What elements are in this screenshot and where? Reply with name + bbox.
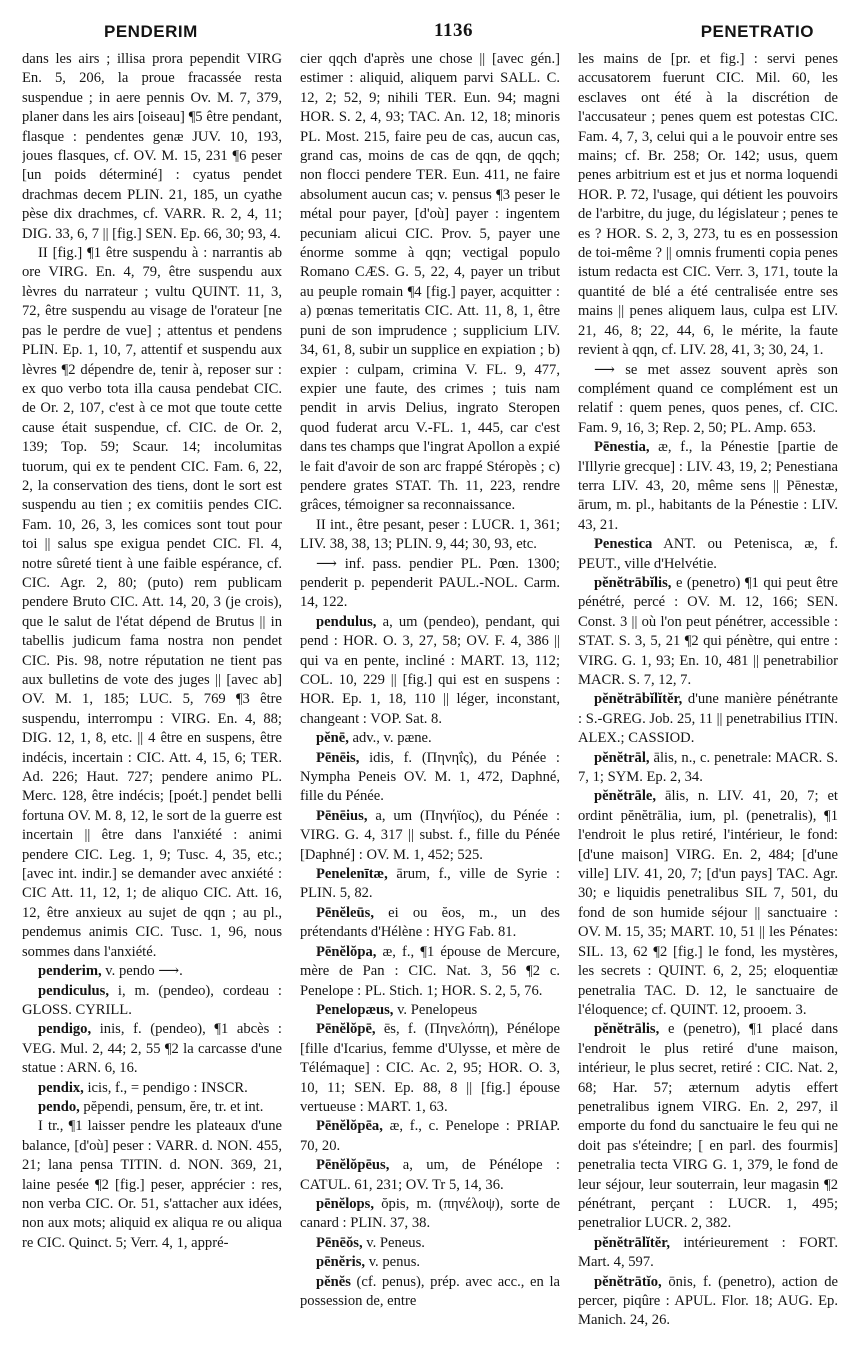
- dictionary-entry: [22, 1098, 282, 1117]
- dictionary-entry: [578, 1273, 838, 1331]
- dictionary-entry: [300, 1001, 560, 1020]
- definition-text: intérieurement : FORT. Mart. 4, 597.: [578, 1234, 838, 1271]
- definition-text: adv., v. pæne.: [348, 730, 432, 747]
- headword: Pēnestia,: [594, 439, 650, 456]
- headword: pendo,: [38, 1098, 80, 1115]
- dictionary-entry: [300, 904, 560, 943]
- dictionary-entry: [578, 438, 838, 535]
- definition-text: a, um (Πηνήϊος), du Pénée : VIRG. G. 4, 317 || subst. f., fille du Pénée [Daphné] : OV. M. 1, 452; 525.: [300, 807, 560, 863]
- entry-text: [578, 50, 838, 361]
- definition-text: cier qqch d'après une chose || [avec gén.] estimer : aliquid, aliquem parvi SALL. C. 12, 2; 52, 9; nihili TER. Eun. 94; magni HOR. S. 2, 4, 93; TAC. An. 12, 18; minoris PL. Most. 215, faire peu de cas, aucun cas, grand cas, moins de cas de qqn, de qqch; non flocci pendere TER. Eun. 411, ne faire absolument aucun cas; v. pensus ¶3 peser le métal pour payer, [d'où] payer : ingentem pecuniam alicui CIC. Prov. 5, payer une énorme somme à qqn; vectigal populo Romano CÆS. G. 5, 22, 4, payer un tribut au peuple romain ¶4 [fig.] payer, acquitter : a) pœnas temeritatis CIC. Att. 11, 8, 1, être puni de son imprudence ; supplicium LIV. 34, 61, 8, subir un supplice en expiation ; b) expier : culpam, crimina V. FL. 9, 477, expier une faute, des crimes ; tuis nam pendit in arvis Delius, ingrato Steropen quod fuderat arcu V.-FL. 1, 445, car c'est dans tes champs que l'ingrat Apollon a expié le fait d'avoir de son arc frappé Stéropès ; c) pendere grates STAT. Th. 11, 223, rendre grâces, témoigner sa reconnaissance.: [300, 51, 560, 514]
- headword: Pēnĕlŏpēus,: [316, 1157, 390, 1174]
- entry-text: [22, 244, 282, 962]
- dictionary-entry: [578, 574, 838, 690]
- definition-text: æ, f., c. Penelope : PRIAP. 70, 20.: [300, 1118, 560, 1154]
- definition-text: pĕpendi, pensum, ĕre, tr. et int.: [79, 1098, 264, 1115]
- definition-text: ⟶ inf. pass. pendier PL. Pœn. 1300; penderit p. pependerit PAUL.-NOL. Carm. 14, 122.: [300, 555, 560, 611]
- definition-text: les mains de [pr. et fig.] : servi penes accusatorem fuerunt CIC. Mil. 60, les esclaves ont été à la discrétion de l'accusateur ; penes quem est potestas CIC. Fam. 4, 7, 3, celui qui a le pouvoir entre ses mains; cf. Br. 258; Or. 142; usus, quem penes arbitrium est et jus et norma loquendi HOR. P. 72, l'usage, qui détient les pouvoirs de l'arbitre, du juge, du législateur ; penes te es ? HOR. S. 2, 3, 273, tu es en possession de toi-même ? || omnis frumenti copia penes istum redacta est CIC. Verr. 3, 171, toute la quantité de blé a été centralisée entre ses mains || penes aliquem laus, culpa est LIV. 21, 46, 8; 22, 44, 6, le mérite, la faute revient à qqn, cf. LIV. 28, 41, 3; 30, 24, 1.: [578, 51, 838, 359]
- definition-text: d'une manière pénétrante : S.-GREG. Job. 25, 11 || penetrabilius ITIN. ALEX.; CASSIOD.: [578, 691, 838, 747]
- headword: Pēnĕlŏpēa,: [316, 1118, 383, 1135]
- definition-text: v. Peneus.: [362, 1234, 425, 1251]
- definition-text: ālis, n. LIV. 41, 20, 7; et ordint pĕnĕtrālia, ium, pl. (penetralis), ¶1 l'endroit le plus retiré, l'intérieur, le fond: [d'une maison] VIRG. En. 2, 484; [d'une ville] LIV. 41, 20, 7; [d'un pays] TAC. Agr. 30; e liquidis penetralibus SIL 7, 501, du fond de son humide séjour || sanctuaire : OV. M. 15, 35; MART. 10, 51 || les Pénates: SIL. 13, 62 ¶2 [fig.] le fond, les mystères, les secrets : QUINT. 6, 2, 25; eloquentiæ penetralia TAC. D. 12, le sanctuaire de l'éloquence; cf. QUINT. 12, prooem. 3.: [578, 788, 838, 1018]
- text-columns: [22, 50, 838, 1340]
- definition-text: v. penus.: [365, 1254, 421, 1271]
- headword: pendiculus,: [38, 982, 109, 999]
- column-middle: [300, 50, 560, 1340]
- headword: pĕnĕtrālĭtĕr,: [594, 1234, 671, 1251]
- definition-text: ēs, f. (Πηνελόπη), Pénélope [fille d'Icarius, femme d'Ulysse, et mère de Télémaque] : CIC. Ac. 2, 95; HOR. O. 3, 10, 11; SEN. Ep. 88, 8 || [fig.] épouse vertueuse : MART. 1, 63.: [300, 1021, 560, 1115]
- definition-text: icis, f., = pendigo : INSCR.: [83, 1079, 248, 1096]
- definition-text: e (penetro), ¶1 placé dans l'endroit le plus retiré d'une maison, intérieur, le plus secret, retiré : CIC. Nat. 2, 68; Har. 57; æternum adytis effert penetralibus ignem VIRG. En. 2, 297, il emporte du fond du sanctuaire le feu qui ne doit pas s'éteindre; [ en parl. des fourmis] penetralia tecta VIRG G. 1, 379, le fond de leur séjour, leur souterrain, leur magasin ¶2 pénétrant, perçant : LUCR. 1, 495; penetralior LUCR. 2, 382.: [578, 1021, 838, 1232]
- page-number: 1136: [434, 20, 473, 41]
- headword: pĕnĕtrābĭlĭtĕr,: [594, 691, 683, 708]
- dictionary-entry: [300, 749, 560, 807]
- headword: penderim,: [38, 963, 102, 980]
- dictionary-entry: [22, 982, 282, 1021]
- definition-text: ōnis, f. (penetro), action de percer, piqûre : APUL. Flor. 18; AUG. Ep. Manich. 24, 26.: [578, 1273, 838, 1329]
- headword: pĕnĕs: [316, 1273, 351, 1290]
- definition-text: (cf. penus), prép. avec acc., en la possession de, entre: [300, 1273, 560, 1309]
- headword: pĕnĕtrālis,: [594, 1021, 660, 1038]
- headword: Penelopæus,: [316, 1001, 394, 1018]
- headword: pēnĕris,: [316, 1254, 366, 1271]
- column-right: [578, 50, 838, 1340]
- entry-text: [22, 50, 282, 244]
- headword: pendulus,: [316, 613, 377, 630]
- entry-text: [300, 516, 560, 555]
- definition-text: ŏpis, m. (πηνέλοψ), sorte de canard : PLIN. 37, 38.: [300, 1195, 560, 1232]
- dictionary-entry: [300, 1273, 560, 1312]
- dictionary-entry: [300, 1117, 560, 1156]
- headword: pĕnĕtrāl,: [594, 749, 650, 766]
- definition-text: ālis, n., c. penetrale: MACR. S. 7, 1; SYM. Ep. 2, 34.: [578, 749, 838, 786]
- dictionary-entry: [22, 962, 282, 981]
- dictionary-entry: [300, 1156, 560, 1195]
- dictionary-entry: [300, 943, 560, 1001]
- headword: Pēnēŏs,: [316, 1234, 363, 1251]
- definition-text: dans les airs ; illisa prora pependit VIRG En. 5, 206, la proue fracassée resta suspendue ; in aere pennis Ov. M. 7, 379, planer dans les airs [oiseau] ¶5 être pendant, flasque : pendentes genæ JUV. 10, 193, joues flasques, cf. OV. M. 15, 231 ¶6 peser [un poids déterminé] : cyatus pendet drachmas decem PLIN. 21, 185, un cyathe pèse dix drachmes, cf. VARR. R. 2, 4, 11; DIG. 33, 6, 7 || [fig.] SEN. Ep. 66, 30; 93, 4.: [22, 51, 282, 242]
- definition-text: e (penetro) ¶1 qui peut être pénétré, percé : OV. M. 12, 166; SEN. Const. 3 || où l'on peut pénétrer, accessible : STAT. S. 3, 5, 21 ¶2 qui pénètre, qui entre : VIRG. G. 1, 93; En. 10, 481 || penetrabilior MACR. S. 7, 12, 7.: [578, 574, 838, 688]
- headword: pendix,: [38, 1079, 84, 1096]
- headword: pĕnĕtrāle,: [594, 788, 657, 805]
- entry-text: [22, 1117, 282, 1253]
- definition-text: a, um (pendeo), pendant, qui pend : HOR. O. 3, 27, 58; OV. F. 4, 386 || qui va en pente, incliné : MART. 13, 112; COL. 10, 229 || [fig.] qui est en suspens : HOR. Ep. 1, 18, 110 || léger, inconstant, changeant : VOP. Sat. 8.: [300, 613, 560, 727]
- dictionary-entry: [300, 1234, 560, 1253]
- dictionary-entry: [578, 690, 838, 748]
- entry-text: [578, 361, 838, 439]
- definition-text: v. pendo ⟶.: [101, 963, 183, 980]
- definition-text: ⟶ se met assez souvent après son complément quand ce complément est un relatif : quem penes, quos penes, cf. CIC. Fam. 9, 16, 3; Rep. 2, 50; PL. Amp. 653.: [578, 361, 838, 436]
- definition-text: æ, f., la Pénestie [partie de l'Illyrie grecque] : LIV. 43, 19, 2; Penestiana terra LIV. 43, 20, même sens || Pēnestæ, ārum, m. pl., habitants de la Pénestie : LIV. 43, 21.: [578, 439, 838, 533]
- dictionary-entry: [300, 807, 560, 865]
- headword: pĕnĕtrābĭlis,: [594, 574, 672, 591]
- definition-text: II [fig.] ¶1 être suspendu à : narrantis ab ore VIRG. En. 4, 79, être suspendu aux lèvres du narrateur ; vultu QUINT. 11, 3, 72, être suspendu au visage de l'orateur [ne pas le perdre de vue] ; attentus et pendens PLIN. Ep. 1, 10, 7, attentif et suspendu aux lèvres ¶2 dépendre de, tenir à, reposer sur : ex quo verbo tota illa causa pendebat CIC. de Or. 2, 107, c'est à ce mot que toute cette cause était suspendue, cf. CIC. de Or. 2, 139; Top. 59; Scaur. 14; incolumitas tuorum, qui ex te pendent CIC. Fam. 6, 22, 2, la conservation des tiens, dont le sort est suspendu au tien ; ex comitiis pendes CIC. Fam. 10, 26, 3, les comices sont tout pour toi || salus spe exigua pendet CIC. Fl. 4, notre sûreté tient à une faible espérance, cf. CIC. Agr. 2, 80; (puto) rem publicam pendere Bruto CIC. Att. 14, 20, 3 (je crois), que le salut de l'état dépend de Brutus || in tabellis judicum fama nostra non pendet CIC. Pis. 98, notre réputation ne tient pas aux bulletins de vote des juges || [avec ab] OV. M. 1, 185; LUC. 5, 769 ¶3 être suspendu, interrompu : VIRG. En. 4, 88; DIG. 12, 1, 8, etc. || 4 être en suspens, être indécis, incertain : CIC. Att. 4, 15, 6; TER. Ad. 226; Haut. 727; pendere animo PL. Merc. 128, être indécis; [poét.] pendet belli fortuna OV. M. 8, 12, le sort de la guerre est incertain || être dans l'anxiété : animi pendere CIC. Leg. 1, 9; Tusc. 4, 35, etc.; [avec int. indir.] se demander avec anxiété : CIC Att. 11, 12, 1; de aliquo CIC. Att. 16, 12, être anxieux au sujet de qqn ; au pl., pendemus animis CIC. Tusc. 1, 96, nous sommes dans l'anxiété.: [22, 245, 282, 960]
- running-header: [22, 10, 838, 50]
- headword: pendigo,: [38, 1021, 92, 1038]
- dictionary-entry: [578, 749, 838, 788]
- headword: pĕnĕtrātĭo,: [594, 1273, 662, 1290]
- definition-text: a, um, de Pénélope : CATUL. 61, 231; OV. Tr 5, 14, 36.: [300, 1157, 560, 1193]
- headword: pēnĕlops,: [316, 1195, 374, 1212]
- definition-text: v. Penelopeus: [393, 1001, 478, 1018]
- definition-text: ANT. ou Petenisca, æ, f. PEUT., ville d'Helvétie.: [578, 536, 838, 572]
- dictionary-entry: [300, 729, 560, 748]
- entry-text: [300, 555, 560, 613]
- headword: Pēnĕlŏpē,: [316, 1021, 376, 1038]
- column-left: [22, 50, 282, 1340]
- definition-text: idis, f. (Πηνηΐς), du Pénée : Nympha Peneis OV. M. 1, 472, Daphné, fille du Pénée.: [300, 749, 560, 805]
- definition-text: inis, f. (pendeo), ¶1 abcès : VEG. Mul. 2, 44; 2, 55 ¶2 la carcasse d'une statue : ARN. 6, 16.: [22, 1021, 282, 1077]
- dictionary-entry: [22, 1079, 282, 1098]
- headword: Penestica: [594, 536, 653, 553]
- dictionary-entry: [300, 1195, 560, 1234]
- dictionary-entry: [300, 613, 560, 729]
- definition-text: ei ou ĕos, m., un des prétendants d'Hélène : HYG Fab. 81.: [300, 904, 560, 941]
- dictionary-entry: [300, 1020, 560, 1117]
- definition-text: II int., être pesant, peser : LUCR. 1, 361; LIV. 38, 38, 13; PLIN. 9, 44; 30, 93, etc.: [300, 516, 560, 553]
- definition-text: ārum, f., ville de Syrie : PLIN. 5, 82.: [300, 866, 560, 902]
- headword: Pēnĕleūs,: [316, 904, 374, 921]
- header-right-word: PENETRATIO: [700, 22, 814, 41]
- definition-text: i, m. (pendeo), cordeau : GLOSS. CYRILL.: [22, 982, 282, 1018]
- dictionary-entry: [22, 1020, 282, 1078]
- dictionary-entry: [300, 865, 560, 904]
- dictionary-entry: [578, 787, 838, 1020]
- headword: Pēnēius,: [316, 807, 368, 824]
- headword: Penelenītæ,: [316, 866, 388, 883]
- dictionary-entry: [578, 1020, 838, 1233]
- definition-text: æ, f., ¶1 épouse de Mercure, mère de Pan : CIC. Nat. 3, 56 ¶2 c. Penelope : PL. Stich. 1; HOR. S. 2, 5, 76.: [300, 943, 560, 999]
- headword: pĕnē,: [316, 730, 349, 747]
- headword: Pēnĕlŏpa,: [316, 943, 377, 960]
- definition-text: I tr., ¶1 laisser pendre les plateaux d'une balance, [d'où] peser : VARR. d. NON. 455, 21; lana pensa TITIN. d. NON. 369, 21, laine pesée ¶2 [fig.] peser, apprécier : res, non verba CIC. Or. 51, s'attacher aux idées, non aux mots; aliquid ex aliqua re ou aliqua re CIC. Quinct. 5; Verr. 4, 1, appré-: [22, 1118, 282, 1251]
- dictionary-entry: [578, 1234, 838, 1273]
- dictionary-entry: [578, 535, 838, 574]
- header-left-word: PENDERIM: [104, 22, 198, 41]
- headword: Pēnēis,: [316, 749, 360, 766]
- dictionary-entry: [300, 1253, 560, 1272]
- entry-text: [300, 50, 560, 516]
